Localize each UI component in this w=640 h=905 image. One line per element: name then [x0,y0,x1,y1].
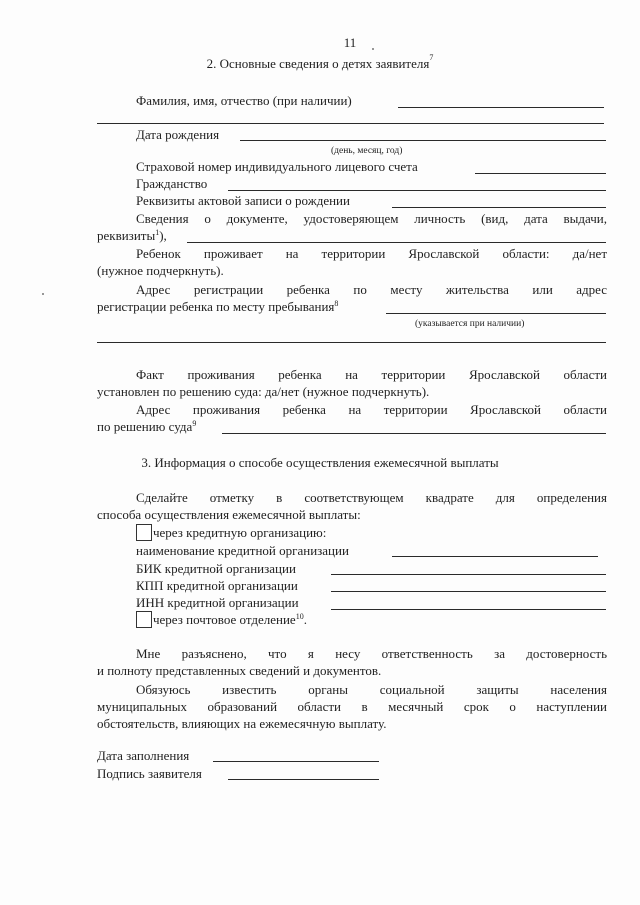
court-address-line2: по решению суда$^9$ [97,419,197,434]
post-option-checkbox[interactable] [136,611,152,628]
id-doc-line1: Сведения о документе, удостоверяющем личность (вид, дата выдачи, [136,211,607,226]
id-doc-field[interactable] [187,242,606,243]
lives-line2: (нужное подчеркнуть). [97,263,224,278]
page-number: 11 [343,35,357,50]
court-line1: Факт проживания ребенка на территории Ярославской области [136,367,607,382]
responsibility-line1: Мне разъяснено, что я несу ответственность за достоверность [136,646,607,661]
address-line2: регистрации ребенка по месту пребывания$^8$ [97,299,339,314]
lives-line1: Ребенок проживает на территории Ярославской области: да/нет [136,246,607,261]
court-address-field[interactable] [222,433,606,434]
post-option-label: через почтовое отделение$^{10}$. [153,612,307,627]
bik-field[interactable] [331,574,606,575]
scan-speck [42,293,44,295]
responsibility-line2: и полноту представленных сведений и документов. [97,663,382,678]
bik-label: БИК кредитной организации [136,561,296,576]
kpp-label: КПП кредитной организации [136,578,298,593]
inn-field[interactable] [331,609,606,610]
address-hint: (указывается при наличии) [415,319,525,329]
scan-speck [372,48,374,50]
court-address-line1: Адрес проживания ребенка на территории Ярославской области [136,402,607,417]
address-field[interactable] [386,313,606,314]
address-field-continued[interactable] [97,342,606,343]
bank-name-field[interactable] [392,556,598,557]
inn-label: ИНН кредитной организации [136,595,299,610]
bank-name-label: наименование кредитной организации [136,543,349,558]
kpp-field[interactable] [331,591,606,592]
birth-record-field[interactable] [392,207,606,208]
section3-heading: 3. Информация о способе осуществления ежемесячной выплаты [141,455,499,470]
address-line1: Адрес регистрации ребенка по месту жительства или адрес [136,282,607,297]
fio-field-continued[interactable] [97,123,604,124]
dob-label: Дата рождения [136,127,220,142]
snils-field[interactable] [475,173,606,174]
citizenship-field[interactable] [228,190,606,191]
section2-heading: 2. Основные сведения о детях заявителя$^7$ [206,53,434,71]
signature-label: Подпись заявителя [97,766,202,781]
fio-label: Фамилия, имя, отчество (при наличии) [136,93,352,108]
bank-option-label: через кредитную организацию: [153,525,327,540]
snils-label: Страховой номер индивидуального лицевого счета [136,159,418,174]
payment-instruction-line1: Сделайте отметку в соответствующем квадрате для определения [136,490,607,505]
obligation-line1: Обязуюсь известить органы социальной защиты населения [136,682,607,697]
dob-hint: (день, месяц, год) [331,146,403,156]
signature-field[interactable] [228,779,379,780]
fio-field[interactable] [398,107,604,108]
id-doc-line2: реквизиты$^1$), [97,228,167,243]
date-field[interactable] [213,761,379,762]
payment-instruction-line2: способа осуществления ежемесячной выплаты: [97,507,361,522]
date-label: Дата заполнения [97,748,190,763]
birth-record-label: Реквизиты актовой записи о рождении [136,193,350,208]
court-line2: установлен по решению суда: да/нет (нужное подчеркнуть). [97,384,430,399]
obligation-line2: муниципальных образований области в месячный срок о наступлении [97,699,607,714]
bank-option-checkbox[interactable] [136,524,152,541]
obligation-line3: обстоятельств, влияющих на ежемесячную выплату. [97,716,387,731]
citizenship-label: Гражданство [136,176,208,191]
dob-field[interactable] [240,140,606,141]
